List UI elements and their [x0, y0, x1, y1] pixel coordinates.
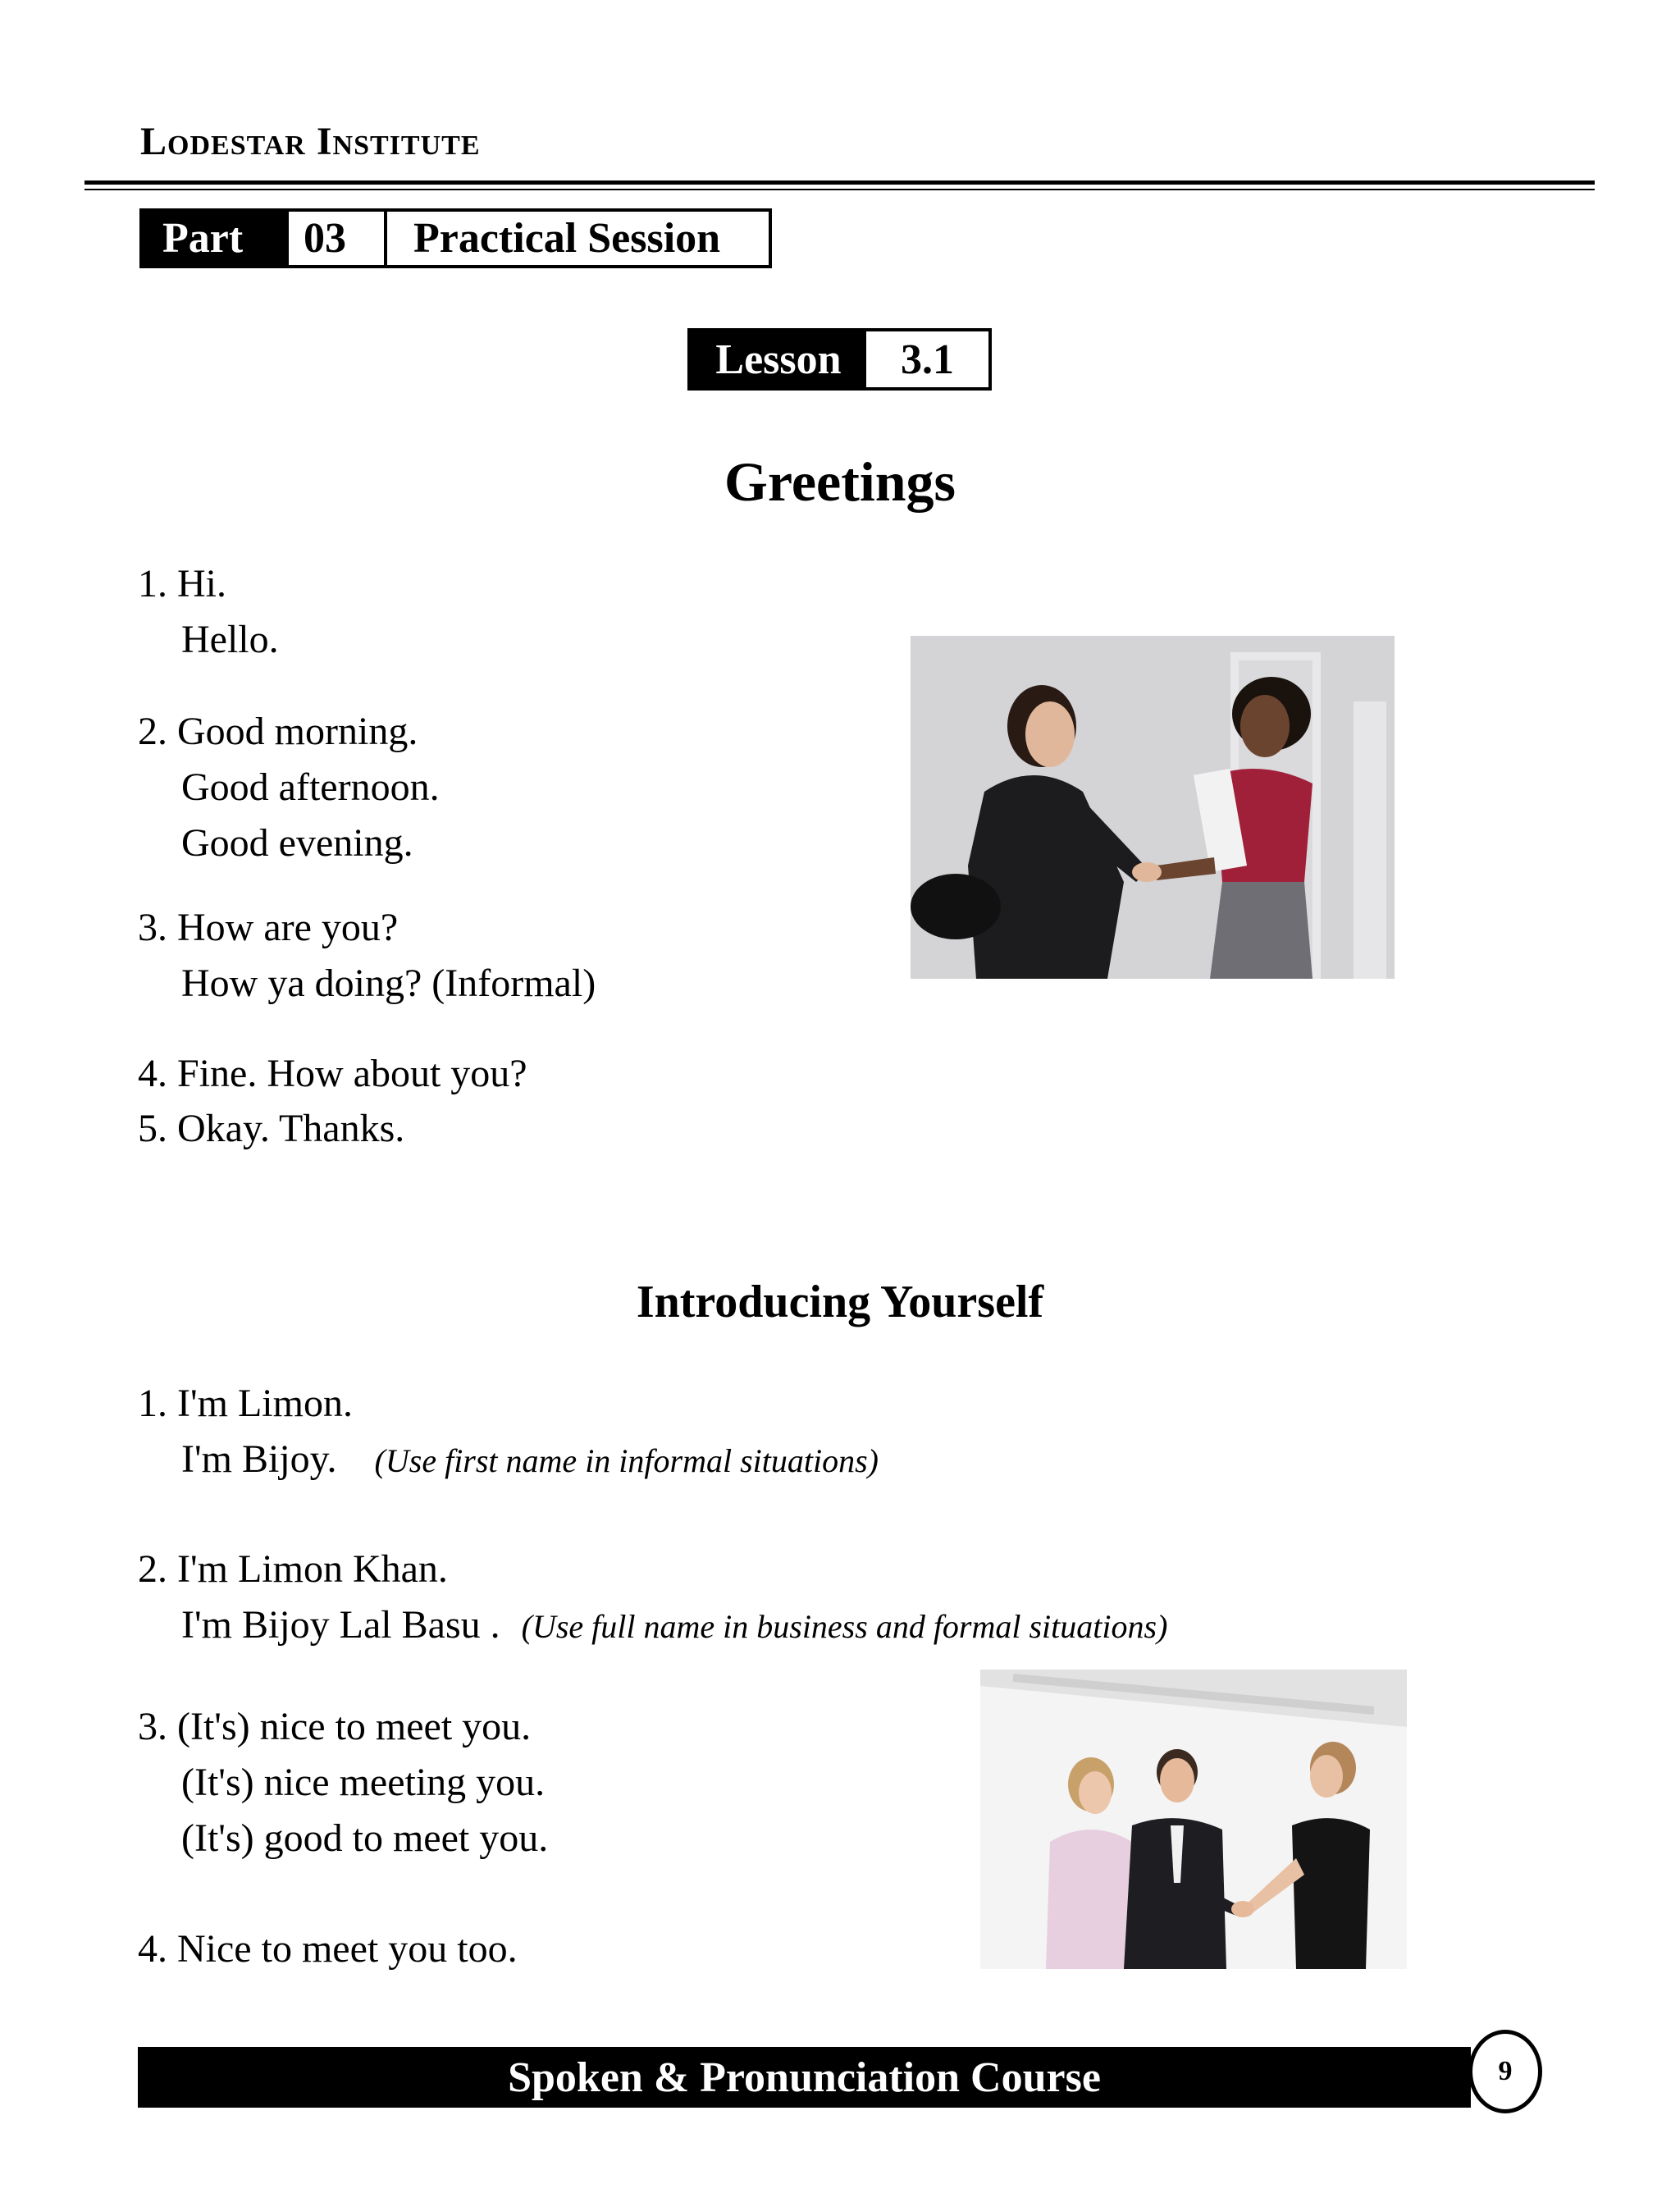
introduction-photo — [980, 1670, 1407, 1969]
page-number: 9 — [1468, 2030, 1542, 2113]
item-text: (It's) nice to meet you. — [177, 1705, 532, 1748]
item-text-with-note — [181, 1437, 879, 1481]
item-number: 4. — [138, 1052, 167, 1095]
item-text: (It's) nice meeting you. — [181, 1761, 546, 1804]
list-item — [138, 712, 418, 752]
handshake-photo — [911, 636, 1395, 979]
footer-course-title: Spoken & Pronunciation Course — [138, 2047, 1471, 2108]
part-box — [139, 208, 772, 268]
list-item — [138, 908, 398, 948]
list-item — [138, 1109, 404, 1149]
item-text: Good morning. — [177, 710, 418, 753]
item-number: 2. — [138, 710, 167, 753]
item-text: Hello. — [181, 618, 279, 661]
item-number: 3. — [138, 1705, 167, 1748]
institute-name: Lodestar Institute — [140, 120, 481, 163]
item-text: Hi. — [177, 562, 226, 605]
list-item — [138, 1927, 518, 1971]
section-title-greetings: Greetings — [724, 450, 956, 513]
item-text: I'm Bijoy. — [181, 1437, 337, 1481]
section-title-introducing: Introducing Yourself — [636, 1277, 1044, 1327]
item-text: Fine. How about you? — [177, 1052, 527, 1095]
list-item — [138, 1707, 531, 1747]
item-text: Nice to meet you too. — [177, 1927, 518, 1971]
header-rule-thin — [84, 189, 1595, 190]
usage-note: (Use first name in informal situations) — [374, 1442, 879, 1479]
item-text: How ya doing? (Informal) — [181, 962, 596, 1005]
item-number: 5. — [138, 1107, 167, 1150]
item-text: I'm Bijoy Lal Basu . — [181, 1603, 500, 1647]
usage-note: (Use full name in business and formal situations) — [521, 1608, 1168, 1645]
part-number: 03 — [285, 212, 387, 265]
list-item — [138, 1547, 448, 1591]
item-text: I'm Limon Khan. — [177, 1547, 448, 1591]
list-item — [138, 1054, 527, 1094]
part-label: Part — [143, 212, 285, 265]
item-number: 2. — [138, 1547, 167, 1591]
item-text: How are you? — [177, 906, 399, 949]
lesson-number: 3.1 — [901, 336, 954, 383]
header-rule — [84, 180, 1595, 185]
part-title: Practical Session — [413, 215, 721, 262]
item-number: 1. — [138, 562, 167, 605]
item-text: (It's) good to meet you. — [181, 1816, 549, 1860]
item-text-with-note — [181, 1603, 1168, 1647]
item-text: I'm Limon. — [177, 1382, 353, 1425]
lesson-box — [687, 328, 992, 391]
item-number: 3. — [138, 906, 167, 949]
item-number: 1. — [138, 1382, 167, 1425]
item-number: 4. — [138, 1927, 167, 1971]
list-item — [138, 564, 226, 604]
list-item — [138, 1384, 353, 1423]
item-text: Okay. Thanks. — [177, 1107, 405, 1150]
item-text: Good afternoon. — [181, 765, 440, 809]
lesson-label: Lesson — [691, 331, 866, 387]
item-text: Good evening. — [181, 821, 413, 865]
